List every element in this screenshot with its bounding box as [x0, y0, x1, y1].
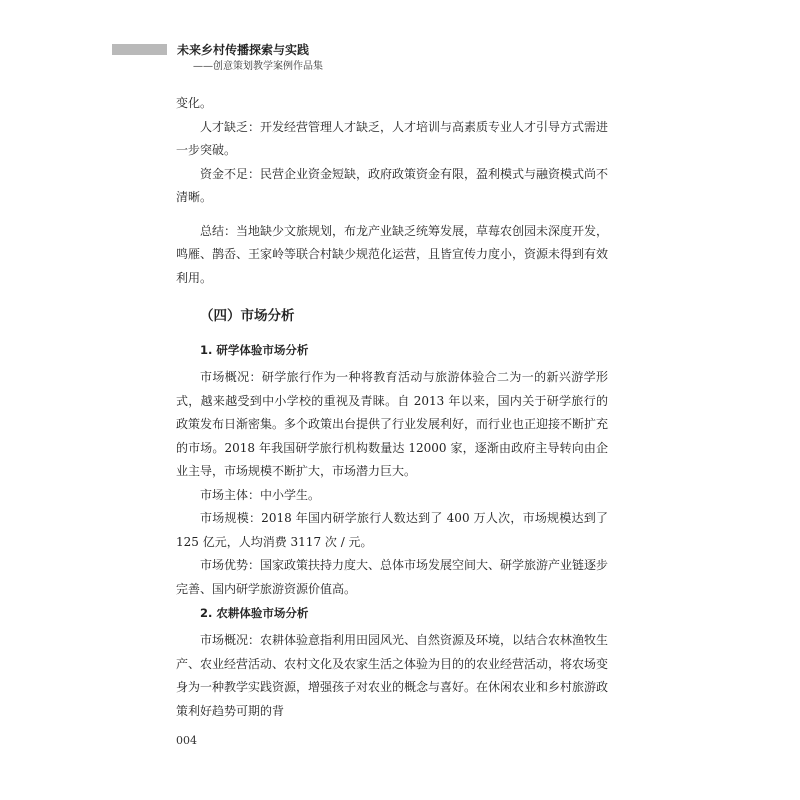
book-title: 未来乡村传播探索与实践: [177, 43, 310, 57]
spacer: [176, 290, 608, 304]
spacer: [176, 210, 608, 220]
page-body: [176, 92, 608, 723]
paragraph-study-subject: 市场主体：中小学生。: [200, 487, 321, 502]
paragraph-talent: 人才缺乏：开发经营管理人才缺乏，人才培训与高素质专业人才引导方式需进一步突破。: [176, 119, 609, 157]
subheading-study-tour-market: 1. 研学体验市场分析: [200, 343, 309, 357]
paragraph-study-overview: 市场概况：研学旅行作为一种将教育活动与旅游体验合二为一的新兴游学形式，越来越受到中小学校的重视及青睐。自 2013 年以来，国内关于研学旅行的政策发布日渐密集。多个政策出台提供了行业发展利好，而行业也正迎接不断扩充的市场。2018 年我国研学旅行机构数量达 12000 家，逐渐由政府主导转向由企业主导，市场规模不断扩大，市场潜力巨大。: [176, 370, 609, 478]
subheading-farming-market: 2. 农耕体验市场分析: [200, 606, 309, 620]
header-decor-bar: [112, 44, 167, 55]
page-number: 004: [176, 734, 197, 747]
spacer: [176, 328, 608, 338]
paragraph-study-scale: 市场规模：2018 年国内研学旅行人数达到了 400 万人次，市场规模达到了 125 亿元，人均消费 3117 次 / 元。: [176, 511, 608, 549]
paragraph-intro: 变化。: [176, 96, 213, 110]
paragraph-fund: 资金不足：民营企业资金短缺，政府政策资金有限，盈利模式与融资模式尚不清晰。: [176, 166, 609, 204]
section-heading-market-analysis: （四）市场分析: [200, 308, 295, 324]
paragraph-summary: 总结：当地缺少文旅规划，布龙产业缺乏统筹发展，草莓农创园未深度开发，鸣雁、鹊岙、王家岭等联合村缺少规范化运营，且皆宣传力度小，资源未得到有效利用。: [176, 223, 609, 285]
paragraph-farming-overview: 市场概况：农耕体验意指利用田园风光、自然资源及环境，以结合农林渔牧生产、农业经营活动、农村文化及农家生活之体验为目的的农业经营活动，将农场变身为一种教学实践资源，增强孩子对农业的概念与喜好。在休闲农业和乡村旅游政策利好趋势可期的背: [176, 633, 609, 718]
book-subtitle: ——创意策划教学案例作品集: [193, 61, 323, 72]
paragraph-study-advantage: 市场优势：国家政策扶持力度大、总体市场发展空间大、研学旅游产业链逐步完善、国内研学旅游资源价值高。: [176, 558, 609, 596]
